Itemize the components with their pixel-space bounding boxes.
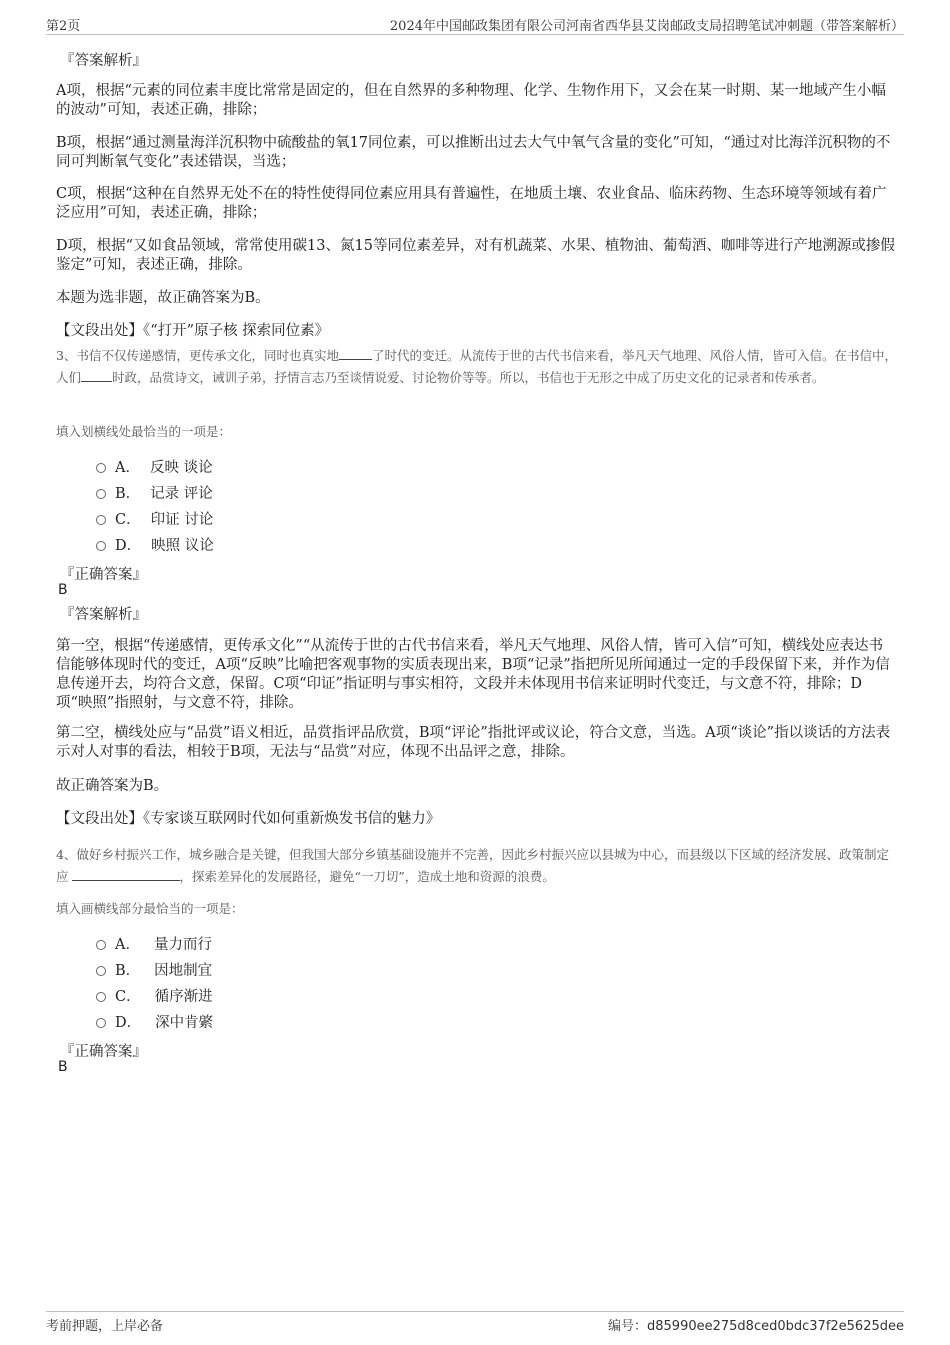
q2-source: 【文段出处】《“打开”原子核 探索同位素》 (56, 323, 330, 339)
q2-analysis-option-b: B项，根据“通过测量海洋沉积物中硫酸盐的氧17同位素，可以推断出过去大气中氧气含量的变化”可知，“通过对比海洋沉积物的不同可判断氧气变化”表述错误，当选； (56, 135, 891, 170)
q2-analysis-option-a: A项，根据“元素的同位素丰度比常常是固定的，但在自然界的多种物理、化学、生物作用下，又会在某一时期、某一地域产生小幅的波动”可知，表述正确，排除； (56, 83, 886, 118)
q4-option-a[interactable]: A． 量力而行 (96, 933, 212, 953)
q4-option-b[interactable]: B． 因地制宜 (96, 959, 212, 979)
q3-option-c[interactable]: C． 印证 讨论 (96, 508, 213, 528)
q3-option-a[interactable]: A． 反映 谈论 (96, 456, 213, 476)
page-footer (46, 1311, 904, 1334)
radio-icon[interactable] (96, 515, 106, 525)
page-number: 第2页 (46, 19, 81, 34)
radio-icon[interactable] (96, 966, 106, 976)
radio-icon[interactable] (96, 541, 106, 551)
q3-option-b[interactable]: B． 记录 评论 (96, 482, 213, 502)
q4-option-c[interactable]: C． 循序渐进 (96, 985, 213, 1005)
q3-stem: 3、书信不仅传递感情，更传承文化，同时也真实地 了时代的变迁。从流传于世的古代书信来看，举凡天气地理、风俗人情，皆可入信。在书信中，人们 时政，品赏诗文，诫训子弟，抒情言志乃至谈情说爱、讨论物价等等。所以，书信也于无形之中成了历史文化的记录者和传承者。 (56, 348, 897, 385)
q4-stem: 4、做好乡村振兴工作，城乡融合是关键，但我国大部分乡镇基础设施并不完善，因此乡村振兴应以县城为中心，而县级以下区域的经济发展、政策制定应 ，探索差异化的发展路径，避免“一刀切”，造成土地和资源的浪费。 (56, 847, 889, 884)
q3-correct-answer: B (58, 582, 68, 598)
document-title: 2024年中国邮政集团有限公司河南省西华县艾岗邮政支局招聘笔试冲刺题（带答案解析） (389, 19, 904, 34)
q3-conclusion: 故正确答案为B。 (56, 778, 169, 794)
radio-icon[interactable] (96, 463, 106, 473)
q3-analysis-2: 第二空，横线处应与“品赏”语义相近，品赏指评品欣赏，B项“评论”指批评或议论，符合文意，当选。A项“谈论”指以谈话的方法表示对人对事的看法，相较于B项，无法与“品赏”对应，体现不出品评之意，排除。 (56, 725, 891, 760)
q4-correct-label: 『正确答案』 (60, 1044, 147, 1060)
radio-icon[interactable] (96, 940, 106, 950)
q2-analysis-label: 『答案解析』 (60, 53, 147, 69)
footer-slogan: 考前押题，上岸必备 (46, 1319, 164, 1334)
q3-blank-1 (339, 347, 372, 360)
q4-correct-answer: B (58, 1059, 68, 1075)
page-header (46, 14, 904, 35)
q3-blank-2 (81, 369, 112, 382)
q3-correct-label: 『正确答案』 (60, 567, 147, 583)
radio-icon[interactable] (96, 992, 106, 1002)
radio-icon[interactable] (96, 1018, 106, 1028)
q3-option-d[interactable]: D． 映照 议论 (96, 534, 214, 554)
q3-prompt: 填入划横线处最恰当的一项是： (56, 424, 232, 439)
document-code: 编号：d85990ee275d8ced0bdc37f2e5625dee (608, 1319, 904, 1334)
q2-conclusion: 本题为选非题，故正确答案为B。 (56, 290, 270, 306)
q2-analysis-option-d: D项，根据“又如食品领域，常常使用碳13、氮15等同位素差异，对有机蔬菜、水果、植物油、葡萄酒、咖啡等进行产地溯源或掺假鉴定”可知，表述正确，排除。 (56, 238, 895, 273)
q4-blank (72, 868, 180, 881)
q4-prompt: 填入画横线部分最恰当的一项是： (56, 901, 244, 916)
q3-analysis-1: 第一空，根据“传递感情，更传承文化”“从流传于世的古代书信来看，举凡天气地理、风俗人情，皆可入信”可知，横线处应表达书信能够体现时代的变迁，A项“反映”比喻把客观事物的实质表现出来，B项“记录”指把所见所闻通过一定的手段保留下来，并作为信息传递开去，均符合文意，保留。C项“印证”指证明与事实相符，文段并未体现用书信来证明时代变迁，与文意不符，排除；D项“映照”指照射，与文意不符，排除。 (56, 638, 890, 711)
q4-option-d[interactable]: D． 深中肯綮 (96, 1011, 213, 1031)
q3-source: 【文段出处】《专家谈互联网时代如何重新焕发书信的魅力》 (56, 811, 441, 827)
q2-analysis-option-c: C项，根据“这种在自然界无处不在的特性使得同位素应用具有普遍性，在地质土壤、农业食品、临床药物、生态环境等领域有着广泛应用”可知，表述正确，排除； (56, 186, 887, 221)
radio-icon[interactable] (96, 489, 106, 499)
q3-analysis-label: 『答案解析』 (60, 607, 147, 623)
